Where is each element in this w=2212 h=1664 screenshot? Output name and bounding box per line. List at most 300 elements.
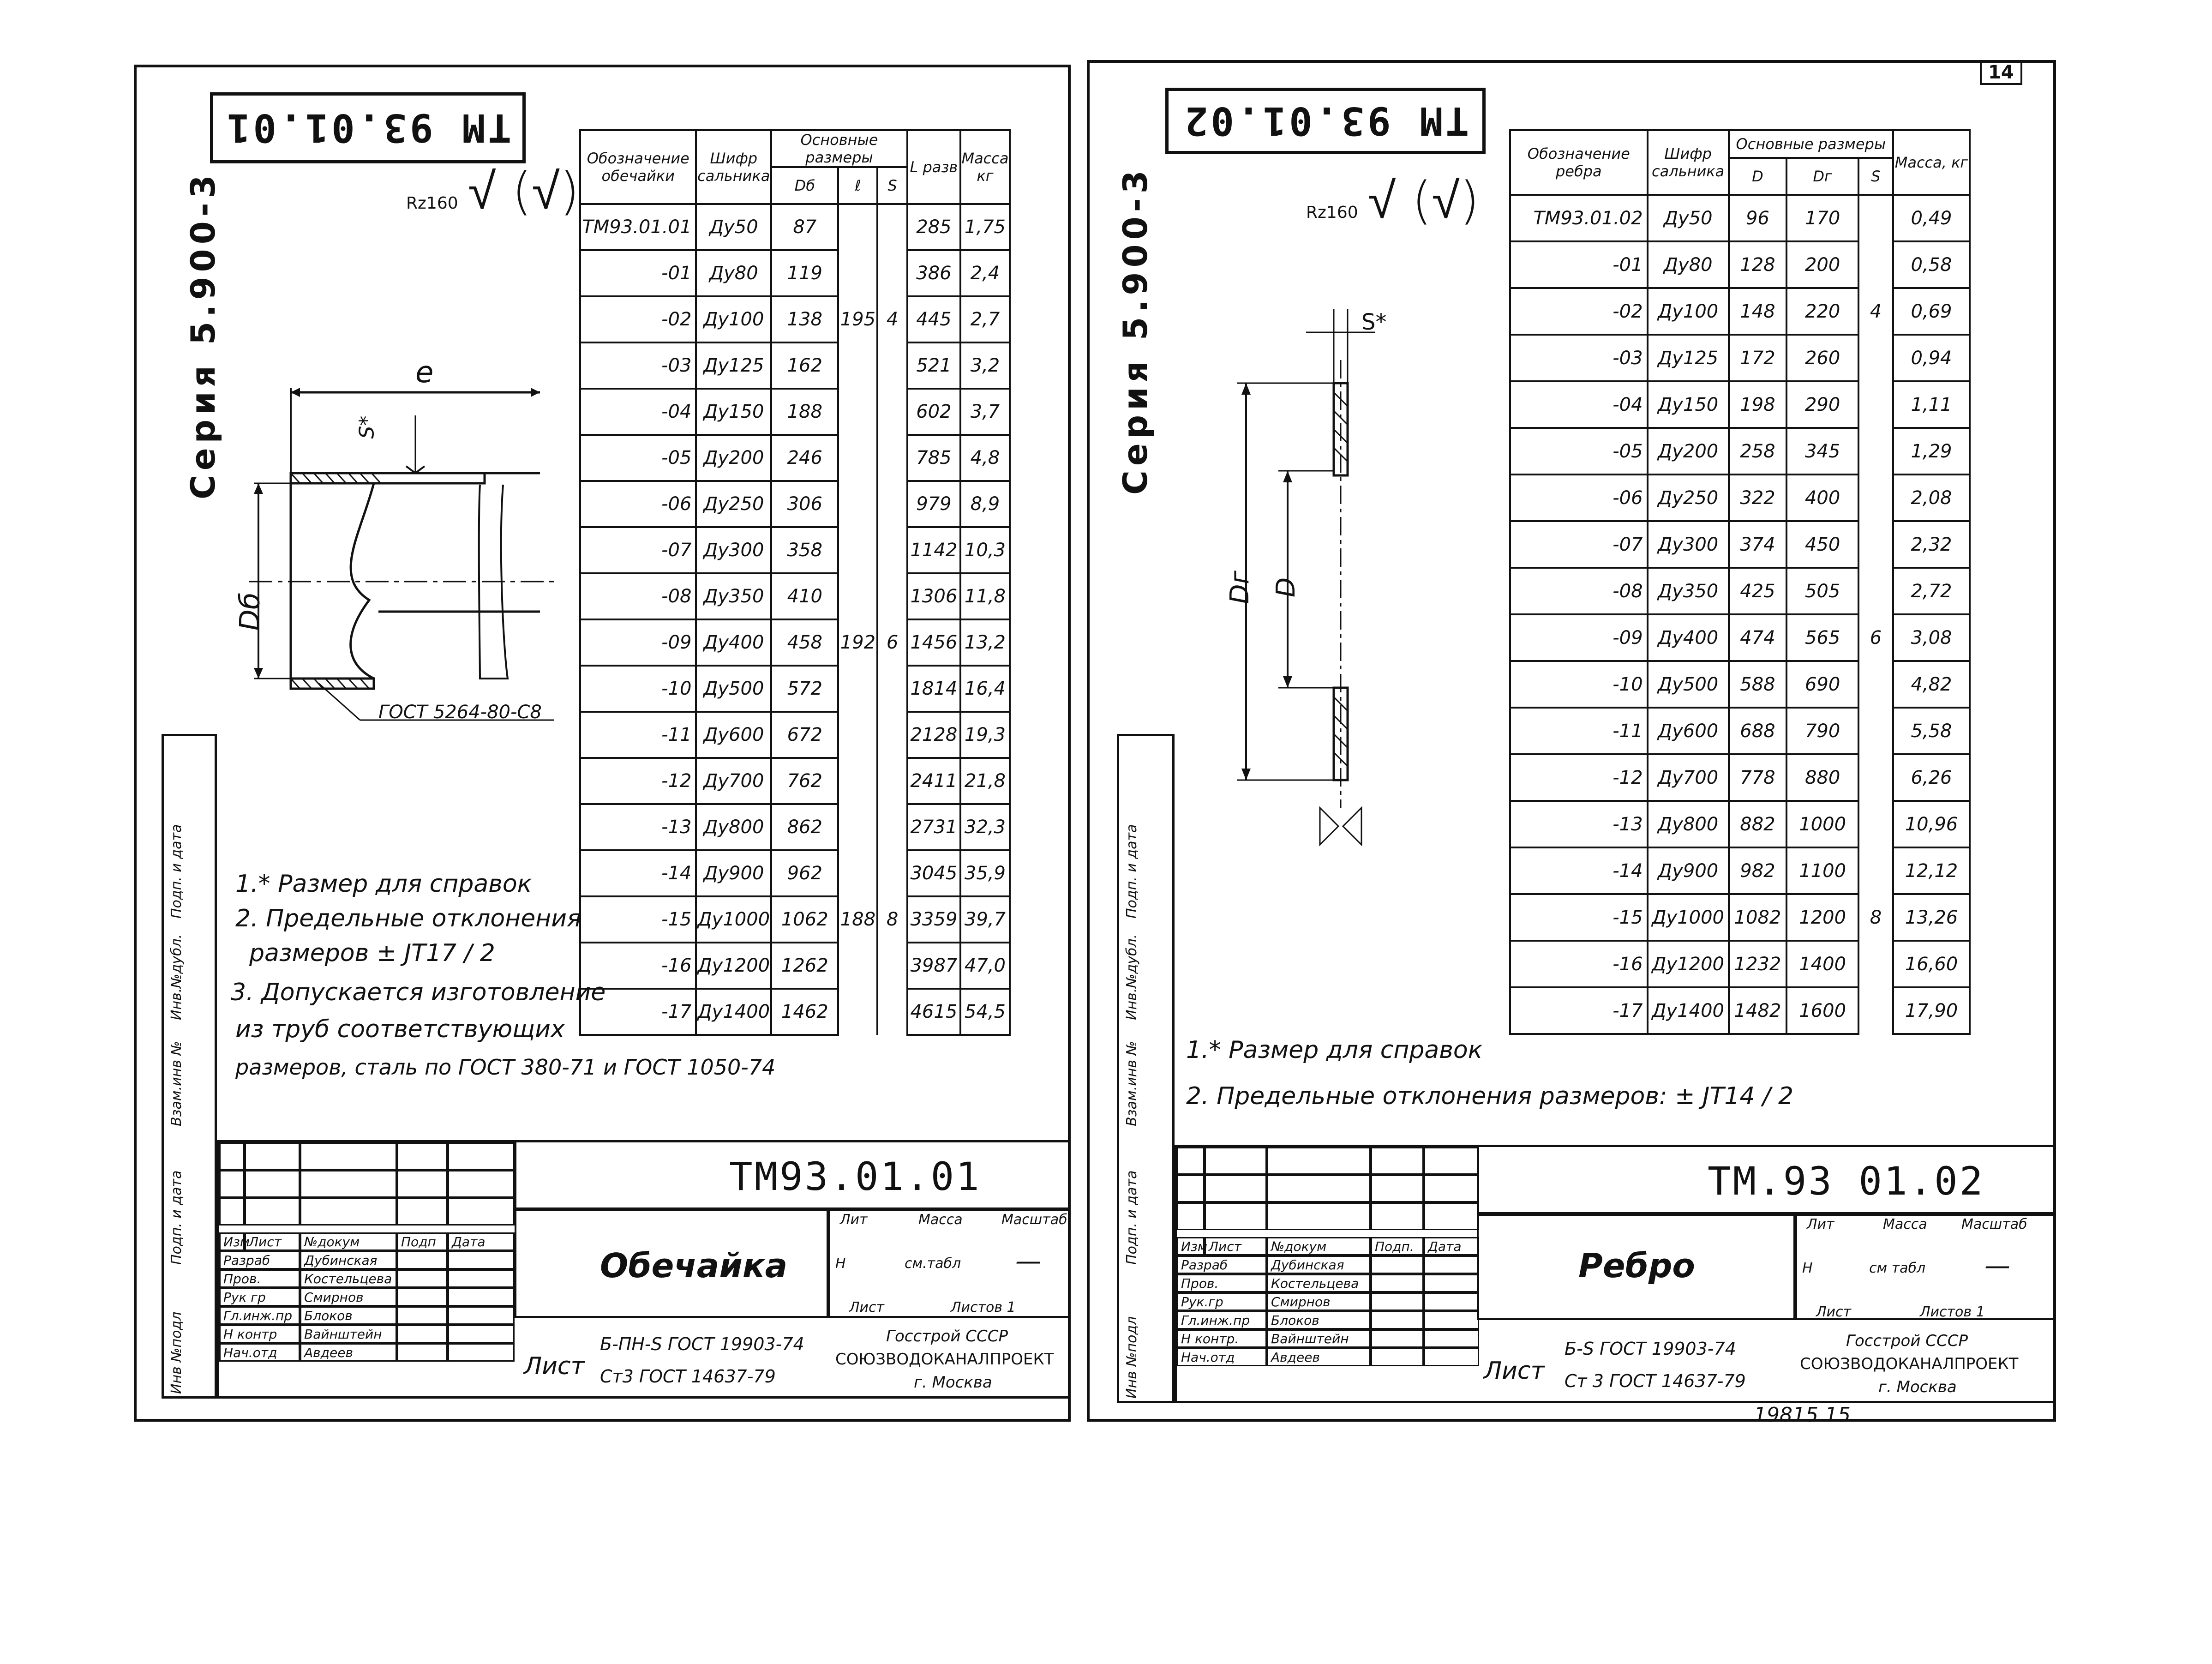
cell-d2: 345 bbox=[1786, 428, 1858, 475]
titleblock-revision-cell bbox=[1267, 1175, 1371, 1202]
cell-mass: 2,32 bbox=[1893, 521, 1970, 568]
cell-s bbox=[1858, 335, 1893, 381]
cell-shifr: Ду80 bbox=[1648, 241, 1729, 288]
table-row bbox=[580, 850, 1010, 896]
cell-shifr: Ду250 bbox=[696, 481, 771, 527]
cell-mass: 16,4 bbox=[960, 666, 1010, 712]
titleblock-revision-cell bbox=[1177, 1202, 1205, 1230]
th-mass: Масса, кг bbox=[1893, 130, 1970, 195]
cell-designation: -13 bbox=[580, 804, 696, 850]
table-row bbox=[1510, 941, 1970, 987]
titleblock-sign-cell bbox=[1371, 1256, 1424, 1274]
titleblock-revision-cell bbox=[300, 1142, 397, 1170]
titleblock-sign-cell bbox=[397, 1325, 448, 1343]
cell-l bbox=[838, 943, 877, 989]
right-tb-code: TM.93 01.02 bbox=[1708, 1159, 1985, 1204]
cell-d2: 505 bbox=[1786, 568, 1858, 614]
right-note-2: 2. Предельные отклонения размеров: ± JT14 / 2 bbox=[1186, 1082, 1794, 1110]
left-dim-d: Dб bbox=[234, 592, 266, 631]
cell-d2: 690 bbox=[1786, 661, 1858, 708]
titleblock-col-head: №докум bbox=[300, 1232, 397, 1251]
cell-mass: 2,4 bbox=[960, 250, 1010, 296]
cell-d2: 790 bbox=[1786, 708, 1858, 754]
titleblock-col-head: Дата bbox=[1424, 1237, 1479, 1256]
cell-d2: 450 bbox=[1786, 521, 1858, 568]
cell-length: 521 bbox=[907, 342, 960, 389]
cell-d2: 400 bbox=[1786, 475, 1858, 521]
left-dim-s: S* bbox=[355, 415, 379, 439]
cell-d: 425 bbox=[1729, 568, 1787, 614]
left-side-label-3: Взам.инв № bbox=[168, 1041, 185, 1126]
titleblock-sign-cell bbox=[448, 1251, 515, 1269]
cell-d: 778 bbox=[1729, 754, 1787, 801]
left-tb-mass-value: см.табл bbox=[905, 1256, 961, 1272]
cell-mass: 35,9 bbox=[960, 850, 1010, 896]
titleblock-person: Смирнов bbox=[1267, 1292, 1371, 1311]
right-tb-name: Ребро bbox=[1578, 1246, 1695, 1285]
left-tb-mass-label: Масса bbox=[918, 1212, 963, 1228]
cell-length: 1306 bbox=[907, 573, 960, 619]
cell-s bbox=[877, 943, 907, 989]
cell-length: 3359 bbox=[907, 896, 960, 943]
titleblock-sign-cell bbox=[1424, 1311, 1479, 1329]
table-row bbox=[1510, 288, 1970, 335]
cell-s bbox=[877, 712, 907, 758]
cell-shifr: Ду900 bbox=[1648, 847, 1729, 894]
left-tb-code: TM93.01.01 bbox=[729, 1154, 981, 1199]
th-l: ℓ bbox=[838, 167, 877, 204]
cell-mass: 5,58 bbox=[1893, 708, 1970, 754]
table-row bbox=[1510, 241, 1970, 288]
titleblock-revision-cell bbox=[245, 1198, 300, 1225]
cell-d: 1062 bbox=[771, 896, 838, 943]
cell-mass: 0,58 bbox=[1893, 241, 1970, 288]
titleblock-role: Н контр bbox=[219, 1325, 300, 1343]
cell-designation: -11 bbox=[1510, 708, 1648, 754]
table-row bbox=[1510, 754, 1970, 801]
cell-designation: -09 bbox=[580, 619, 696, 666]
titleblock-revision-cell bbox=[1205, 1202, 1267, 1230]
titleblock-sign-cell bbox=[448, 1288, 515, 1306]
cell-s: 8 bbox=[877, 896, 907, 943]
cell-length: 4615 bbox=[907, 989, 960, 1035]
cell-shifr: Ду80 bbox=[696, 250, 771, 296]
cell-mass: 1,11 bbox=[1893, 381, 1970, 428]
cell-d: 572 bbox=[771, 666, 838, 712]
table-row bbox=[580, 666, 1010, 712]
cell-d: 172 bbox=[1729, 335, 1787, 381]
th-length: L разв bbox=[907, 130, 960, 204]
th-d2: Dг bbox=[1786, 158, 1858, 195]
cell-mass: 2,08 bbox=[1893, 475, 1970, 521]
cell-mass: 3,2 bbox=[960, 342, 1010, 389]
titleblock-revision-cell bbox=[1177, 1147, 1205, 1175]
cell-s: 6 bbox=[877, 619, 907, 666]
left-side-label-2: Подп. и дата bbox=[168, 1170, 185, 1265]
cell-shifr: Ду500 bbox=[696, 666, 771, 712]
cell-designation: -03 bbox=[1510, 335, 1648, 381]
titleblock-col-head: №докум bbox=[1267, 1237, 1371, 1256]
cell-mass: 4,82 bbox=[1893, 661, 1970, 708]
table-row bbox=[580, 342, 1010, 389]
cell-l bbox=[838, 758, 877, 804]
table-row bbox=[580, 527, 1010, 573]
cell-s bbox=[1858, 428, 1893, 475]
right-tb-scale-label: Масштаб bbox=[1961, 1216, 2027, 1232]
titleblock-person: Костельцева bbox=[1267, 1274, 1371, 1292]
roughness-symbol: √ (√) bbox=[468, 162, 580, 221]
left-spec-table bbox=[579, 129, 1011, 1036]
cell-s bbox=[1858, 754, 1893, 801]
cell-shifr: Ду125 bbox=[1648, 335, 1729, 381]
titleblock-sign-cell bbox=[448, 1325, 515, 1343]
left-note-3: размеров ± JT17 / 2 bbox=[249, 939, 495, 967]
cell-s bbox=[877, 204, 907, 250]
cell-designation: -17 bbox=[580, 989, 696, 1035]
cell-shifr: Ду1000 bbox=[696, 896, 771, 943]
cell-designation: TM93.01.01 bbox=[580, 204, 696, 250]
cell-designation: -16 bbox=[1510, 941, 1648, 987]
titleblock-sign-cell bbox=[448, 1269, 515, 1288]
titleblock-role: Гл.инж.пр bbox=[1177, 1311, 1267, 1329]
titleblock-sign-cell bbox=[397, 1288, 448, 1306]
cell-s bbox=[1858, 241, 1893, 288]
right-stamp: TM 93.01.02 bbox=[1165, 88, 1486, 154]
titleblock-role: Разраб bbox=[219, 1251, 300, 1269]
cell-length: 1456 bbox=[907, 619, 960, 666]
titleblock-col-head: Изм bbox=[219, 1232, 245, 1251]
cell-designation: -05 bbox=[580, 435, 696, 481]
right-tb-material-1: Б-S ГОСТ 19903-74 bbox=[1565, 1339, 1736, 1359]
cell-mass: 10,3 bbox=[960, 527, 1010, 573]
cell-s bbox=[877, 342, 907, 389]
cell-s bbox=[877, 435, 907, 481]
cell-designation: -05 bbox=[1510, 428, 1648, 475]
cell-d: 672 bbox=[771, 712, 838, 758]
cell-mass: 3,7 bbox=[960, 389, 1010, 435]
left-gost-weld: ГОСТ 5264-80-С8 bbox=[378, 702, 542, 723]
titleblock-revision-cell bbox=[1371, 1147, 1424, 1175]
cell-mass: 21,8 bbox=[960, 758, 1010, 804]
table-row bbox=[1510, 708, 1970, 754]
cell-designation: -14 bbox=[1510, 847, 1648, 894]
titleblock-sign-cell bbox=[1424, 1329, 1479, 1348]
cell-d: 128 bbox=[1729, 241, 1787, 288]
titleblock-person: Блоков bbox=[300, 1306, 397, 1325]
cell-mass: 47,0 bbox=[960, 943, 1010, 989]
cell-shifr: Ду50 bbox=[1648, 195, 1729, 241]
right-dim-s: S* bbox=[1361, 309, 1387, 335]
cell-s bbox=[1858, 987, 1893, 1034]
cell-mass: 3,08 bbox=[1893, 614, 1970, 661]
th-d: D bbox=[1729, 158, 1787, 195]
left-note-1: 1.* Размер для справок bbox=[235, 870, 532, 898]
cell-designation: -10 bbox=[580, 666, 696, 712]
roughness-label: Rz160 bbox=[1306, 203, 1358, 222]
cell-d2: 880 bbox=[1786, 754, 1858, 801]
cell-s bbox=[877, 573, 907, 619]
cell-length: 602 bbox=[907, 389, 960, 435]
cell-designation: -06 bbox=[1510, 475, 1648, 521]
left-tb-material-1: Б-ПН-S ГОСТ 19903-74 bbox=[600, 1334, 804, 1354]
titleblock-person: Вайнштейн bbox=[300, 1325, 397, 1343]
cell-l bbox=[838, 712, 877, 758]
table-row bbox=[580, 481, 1010, 527]
cell-s bbox=[1858, 195, 1893, 241]
th-designation: Обозначение ребра bbox=[1510, 130, 1648, 195]
left-note-4: 3. Допускается изготовление bbox=[231, 979, 606, 1006]
cell-shifr: Ду600 bbox=[1648, 708, 1729, 754]
cell-mass: 32,3 bbox=[960, 804, 1010, 850]
right-tb-org-2: СОЮЗВОДОКАНАЛПРОЕКТ bbox=[1800, 1355, 2019, 1373]
titleblock-role: Пров. bbox=[219, 1269, 300, 1288]
titleblock-person: Дубинская bbox=[300, 1251, 397, 1269]
cell-mass: 6,26 bbox=[1893, 754, 1970, 801]
left-roughness bbox=[406, 162, 580, 221]
cell-d: 1232 bbox=[1729, 941, 1787, 987]
cell-mass: 16,60 bbox=[1893, 941, 1970, 987]
cell-mass: 12,12 bbox=[1893, 847, 1970, 894]
cell-d: 1462 bbox=[771, 989, 838, 1035]
titleblock-person: Смирнов bbox=[300, 1288, 397, 1306]
cell-shifr: Ду900 bbox=[696, 850, 771, 896]
cell-d: 962 bbox=[771, 850, 838, 896]
table-row bbox=[1510, 335, 1970, 381]
cell-l bbox=[838, 204, 877, 250]
left-tb-lit-label: Лит bbox=[840, 1212, 868, 1228]
titleblock-role: Рук.гр bbox=[1177, 1292, 1267, 1311]
cell-s bbox=[877, 989, 907, 1035]
cell-shifr: Ду250 bbox=[1648, 475, 1729, 521]
th-mass: Масса кг bbox=[960, 130, 1010, 204]
cell-shifr: Ду1400 bbox=[696, 989, 771, 1035]
cell-d: 322 bbox=[1729, 475, 1787, 521]
cell-designation: TM93.01.02 bbox=[1510, 195, 1648, 241]
cell-d: 358 bbox=[771, 527, 838, 573]
left-tb-material-2: Ст3 ГОСТ 14637-79 bbox=[600, 1366, 776, 1387]
cell-designation: -02 bbox=[580, 296, 696, 342]
right-tb-lit-label: Лит bbox=[1807, 1216, 1834, 1232]
cell-d: 188 bbox=[771, 389, 838, 435]
cell-l bbox=[838, 250, 877, 296]
cell-s bbox=[1858, 381, 1893, 428]
right-roughness bbox=[1306, 171, 1480, 230]
titleblock-sign-cell bbox=[448, 1306, 515, 1325]
cell-d: 474 bbox=[1729, 614, 1787, 661]
titleblock-sign-cell bbox=[1371, 1292, 1424, 1311]
cell-shifr: Ду600 bbox=[696, 712, 771, 758]
titleblock-role: Разраб bbox=[1177, 1256, 1267, 1274]
cell-designation: -01 bbox=[580, 250, 696, 296]
cell-d: 1482 bbox=[1729, 987, 1787, 1034]
th-s: S bbox=[1858, 158, 1893, 195]
cell-shifr: Ду200 bbox=[1648, 428, 1729, 475]
table-row bbox=[580, 712, 1010, 758]
cell-shifr: Ду150 bbox=[1648, 381, 1729, 428]
titleblock-sign-cell bbox=[1424, 1256, 1479, 1274]
cell-l: 195 bbox=[838, 296, 877, 342]
cell-mass: 8,9 bbox=[960, 481, 1010, 527]
cell-designation: -11 bbox=[580, 712, 696, 758]
cell-designation: -07 bbox=[580, 527, 696, 573]
titleblock-col-head: Изм bbox=[1177, 1237, 1205, 1256]
cell-mass: 10,96 bbox=[1893, 801, 1970, 847]
right-side-label-5: Подп. и дата bbox=[1124, 824, 1140, 919]
titleblock-sign-cell bbox=[1424, 1292, 1479, 1311]
cell-l bbox=[838, 389, 877, 435]
cell-d2: 565 bbox=[1786, 614, 1858, 661]
right-side-label-4: Инв.№дубл. bbox=[1124, 934, 1140, 1020]
right-footer: 19815 15 bbox=[1754, 1403, 1851, 1427]
cell-l bbox=[838, 527, 877, 573]
titleblock-revision-cell bbox=[1177, 1175, 1205, 1202]
cell-d2: 1600 bbox=[1786, 987, 1858, 1034]
cell-length: 386 bbox=[907, 250, 960, 296]
left-tb-name-cell bbox=[515, 1209, 828, 1318]
cell-length: 2411 bbox=[907, 758, 960, 804]
cell-d: 688 bbox=[1729, 708, 1787, 754]
cell-s bbox=[1858, 661, 1893, 708]
titleblock-sign-cell bbox=[448, 1343, 515, 1362]
titleblock-person: Вайнштейн bbox=[1267, 1329, 1371, 1348]
titleblock-sign-cell bbox=[397, 1306, 448, 1325]
cell-length: 1142 bbox=[907, 527, 960, 573]
titleblock-revision-cell bbox=[1424, 1202, 1479, 1230]
left-tb-org-1: Госстрой СССР bbox=[886, 1327, 1008, 1346]
right-tb-sheets-label: Листов 1 bbox=[1920, 1304, 1985, 1320]
cell-l bbox=[838, 666, 877, 712]
cell-l bbox=[838, 989, 877, 1035]
table-row bbox=[580, 804, 1010, 850]
cell-designation: -10 bbox=[1510, 661, 1648, 708]
table-row bbox=[580, 989, 1010, 1035]
cell-d2: 220 bbox=[1786, 288, 1858, 335]
cell-s: 4 bbox=[877, 296, 907, 342]
page-number: 14 bbox=[1980, 60, 2022, 85]
left-side-label-1: Инв №подл bbox=[168, 1311, 185, 1394]
cell-d: 162 bbox=[771, 342, 838, 389]
cell-length: 2128 bbox=[907, 712, 960, 758]
cell-d2: 290 bbox=[1786, 381, 1858, 428]
cell-l bbox=[838, 850, 877, 896]
cell-s bbox=[877, 389, 907, 435]
titleblock-revision-cell bbox=[245, 1170, 300, 1198]
cell-length: 3045 bbox=[907, 850, 960, 896]
cell-s bbox=[1858, 475, 1893, 521]
cell-d2: 1400 bbox=[1786, 941, 1858, 987]
cell-s bbox=[1858, 941, 1893, 987]
titleblock-role: Нач.отд bbox=[1177, 1348, 1267, 1366]
titleblock-person: Дубинская bbox=[1267, 1256, 1371, 1274]
right-tb-material-2: Ст 3 ГОСТ 14637-79 bbox=[1565, 1371, 1746, 1391]
right-tb-mass-label: Масса bbox=[1883, 1216, 1927, 1232]
titleblock-revision-cell bbox=[300, 1170, 397, 1198]
titleblock-sign-cell bbox=[1371, 1329, 1424, 1348]
cell-shifr: Ду800 bbox=[696, 804, 771, 850]
cell-l bbox=[838, 481, 877, 527]
cell-mass: 0,49 bbox=[1893, 195, 1970, 241]
cell-designation: -12 bbox=[580, 758, 696, 804]
cell-designation: -07 bbox=[1510, 521, 1648, 568]
left-note-2: 2. Предельные отклонения bbox=[235, 905, 581, 932]
cell-shifr: Ду500 bbox=[1648, 661, 1729, 708]
right-tb-org-1: Госстрой СССР bbox=[1846, 1332, 1968, 1350]
roughness-symbol: √ (√) bbox=[1368, 171, 1480, 230]
cell-s bbox=[877, 527, 907, 573]
left-stamp: TM 93.01.01 bbox=[210, 92, 526, 163]
cell-s bbox=[877, 250, 907, 296]
titleblock-revision-cell bbox=[397, 1170, 448, 1198]
table-row bbox=[1510, 894, 1970, 941]
cell-shifr: Ду800 bbox=[1648, 801, 1729, 847]
titleblock-sign-cell bbox=[397, 1251, 448, 1269]
table-row bbox=[580, 204, 1010, 250]
th-d: Dб bbox=[771, 167, 838, 204]
th-main-sizes: Основные размеры bbox=[771, 130, 907, 167]
table-row bbox=[580, 943, 1010, 989]
cell-s bbox=[877, 666, 907, 712]
table-row bbox=[580, 573, 1010, 619]
left-note-5: из труб соответствующих bbox=[235, 1015, 565, 1043]
cell-designation: -04 bbox=[580, 389, 696, 435]
right-tb-lit-value: Н bbox=[1802, 1260, 1813, 1276]
cell-d: 258 bbox=[1729, 428, 1787, 475]
cell-d: 198 bbox=[1729, 381, 1787, 428]
left-tb-org-2: СОЮЗВОДОКАНАЛПРОЕКТ bbox=[835, 1350, 1054, 1369]
cell-shifr: Ду1200 bbox=[696, 943, 771, 989]
left-tb-scale-label: Масштаб bbox=[1001, 1212, 1067, 1228]
left-shell-drawing bbox=[222, 360, 572, 748]
table-row bbox=[580, 435, 1010, 481]
cell-designation: -09 bbox=[1510, 614, 1648, 661]
cell-s bbox=[1858, 568, 1893, 614]
table-row bbox=[1510, 987, 1970, 1034]
table-row bbox=[1510, 801, 1970, 847]
cell-d: 458 bbox=[771, 619, 838, 666]
titleblock-person: Авдеев bbox=[300, 1343, 397, 1362]
cell-designation: -17 bbox=[1510, 987, 1648, 1034]
cell-mass: 11,8 bbox=[960, 573, 1010, 619]
left-note-6: размеров, сталь по ГОСТ 380-71 и ГОСТ 1050-74 bbox=[235, 1055, 776, 1080]
table-row bbox=[1510, 475, 1970, 521]
cell-l bbox=[838, 435, 877, 481]
cell-mass: 17,90 bbox=[1893, 987, 1970, 1034]
titleblock-revision-cell bbox=[219, 1170, 245, 1198]
cell-d: 119 bbox=[771, 250, 838, 296]
titleblock-col-head: Дата bbox=[448, 1232, 515, 1251]
right-tb-mass-value: см табл bbox=[1869, 1260, 1926, 1276]
cell-mass: 1,29 bbox=[1893, 428, 1970, 475]
cell-designation: -15 bbox=[1510, 894, 1648, 941]
cell-shifr: Ду150 bbox=[696, 389, 771, 435]
table-row bbox=[580, 619, 1010, 666]
table-row bbox=[580, 250, 1010, 296]
cell-mass: 13,2 bbox=[960, 619, 1010, 666]
titleblock-revision-cell bbox=[219, 1198, 245, 1225]
titleblock-person: Авдеев bbox=[1267, 1348, 1371, 1366]
cell-designation: -03 bbox=[580, 342, 696, 389]
table-row bbox=[580, 896, 1010, 943]
cell-d: 862 bbox=[771, 804, 838, 850]
cell-d: 410 bbox=[771, 573, 838, 619]
titleblock-person: Костельцева bbox=[300, 1269, 397, 1288]
right-dim-d: D bbox=[1271, 577, 1301, 598]
cell-s bbox=[877, 481, 907, 527]
titleblock-sign-cell bbox=[1424, 1348, 1479, 1366]
cell-d: 87 bbox=[771, 204, 838, 250]
left-tb-material-label: Лист bbox=[524, 1352, 585, 1380]
cell-designation: -12 bbox=[1510, 754, 1648, 801]
